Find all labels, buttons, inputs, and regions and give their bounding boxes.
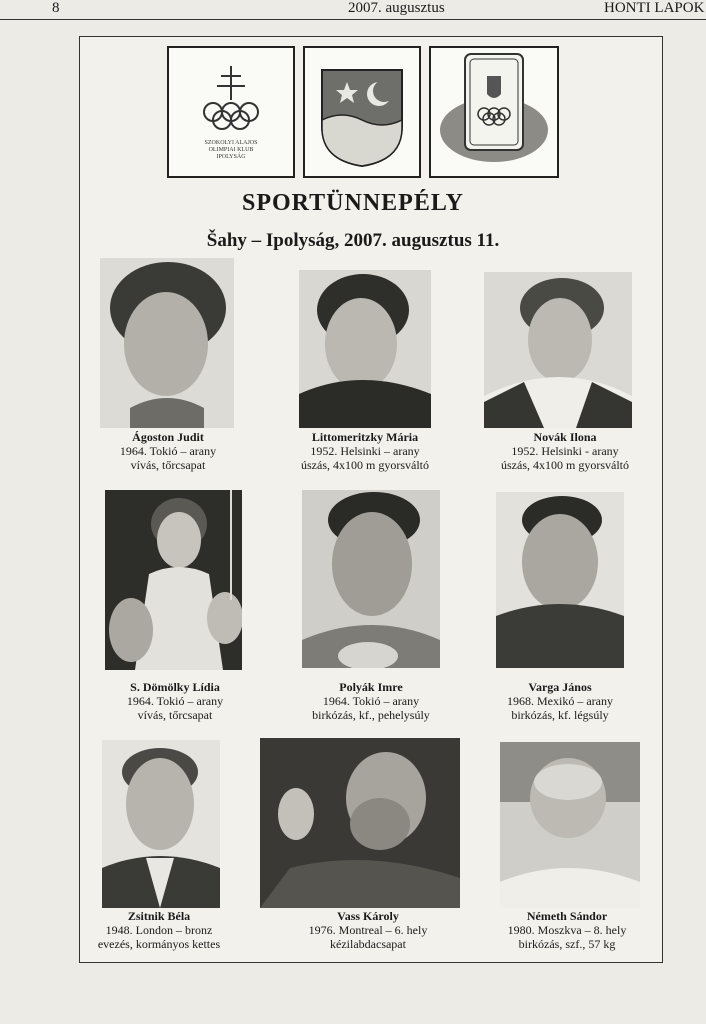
athlete-event: vívás, tőrcsapat	[137, 708, 213, 722]
athlete-caption	[64, 909, 254, 951]
athlete-photo	[484, 272, 632, 428]
athlete-name: Littomeritzky Mária	[311, 430, 419, 444]
athlete-result: 1964. Tokió – arany	[119, 444, 217, 458]
athlete-result: 1948. London – bronz	[105, 923, 213, 937]
athlete-result: 1976. Montreal – 6. hely	[308, 923, 428, 937]
athlete-photo	[100, 258, 234, 428]
athlete-result: 1980. Moszkva – 8. hely	[507, 923, 627, 937]
athlete-event: kézilabdacsapat	[330, 937, 406, 951]
crest-shield-icon	[305, 48, 419, 176]
athlete-caption	[276, 680, 466, 722]
athlete-event: birkózás, kf. légsúly	[511, 708, 609, 722]
athlete-caption	[465, 680, 655, 722]
athlete-result: 1964. Tokió – arany	[322, 694, 420, 708]
header-rule	[0, 19, 706, 20]
athlete-result: 1952. Helsinki - arany	[511, 444, 619, 458]
athlete-caption	[470, 430, 660, 472]
laurel-wreath-icon	[431, 48, 557, 176]
athlete-name: Novák Ilona	[533, 430, 597, 444]
athlete-caption	[73, 430, 263, 472]
athlete-name: Németh Sándor	[526, 909, 608, 923]
athlete-caption	[273, 909, 463, 951]
page-subtitle: Šahy – Ipolyság, 2007. augusztus 11.	[206, 230, 500, 251]
olympic-rings-cross-icon	[169, 48, 293, 138]
ipolysag-crest	[303, 46, 421, 178]
logo-caption: SZOKOLYI ALAJOS OLIMPIAI KLUB IPOLYSÁG	[204, 140, 258, 160]
athlete-event: úszás, 4x100 m gyorsváltó	[501, 458, 629, 472]
athlete-event: birkózás, szf., 57 kg	[518, 937, 616, 951]
athlete-name: Varga János	[528, 680, 592, 694]
athlete-event: vívás, tőrcsapat	[130, 458, 206, 472]
athlete-caption	[472, 909, 662, 951]
athlete-result: 1964. Tokió – arany	[126, 694, 224, 708]
athlete-photo	[496, 492, 624, 668]
athlete-event: birkózás, kf., pehelysúly	[312, 708, 430, 722]
olympic-academy-logo	[429, 46, 559, 178]
athlete-event: evezés, kormányos kettes	[97, 937, 221, 951]
newspaper-name: HONTI LAPOK	[604, 0, 705, 16]
athlete-event: úszás, 4x100 m gyorsváltó	[301, 458, 429, 472]
athlete-name: S. Dömölky Lídia	[130, 680, 220, 694]
athlete-photo	[105, 490, 242, 670]
athlete-photo	[500, 742, 640, 908]
athlete-photo	[260, 738, 460, 908]
athlete-name: Ágoston Judit	[132, 430, 204, 444]
athlete-caption	[270, 430, 460, 472]
athlete-name: Polyák Imre	[339, 680, 403, 694]
page-number: 8	[52, 0, 60, 16]
athlete-photo	[299, 270, 431, 428]
athlete-name: Vass Károly	[337, 909, 399, 923]
athlete-photo	[102, 740, 220, 908]
athlete-result: 1952. Helsinki – arany	[310, 444, 420, 458]
issue-date: 2007. augusztus	[348, 0, 445, 16]
athlete-name: Zsitnik Béla	[127, 909, 191, 923]
page-title: SPORTÜNNEPÉLY	[242, 190, 464, 216]
athlete-result: 1968. Mexikó – arany	[507, 694, 613, 708]
szokolyi-logo	[167, 46, 295, 178]
athlete-photo	[302, 490, 440, 668]
athlete-caption	[80, 680, 270, 722]
